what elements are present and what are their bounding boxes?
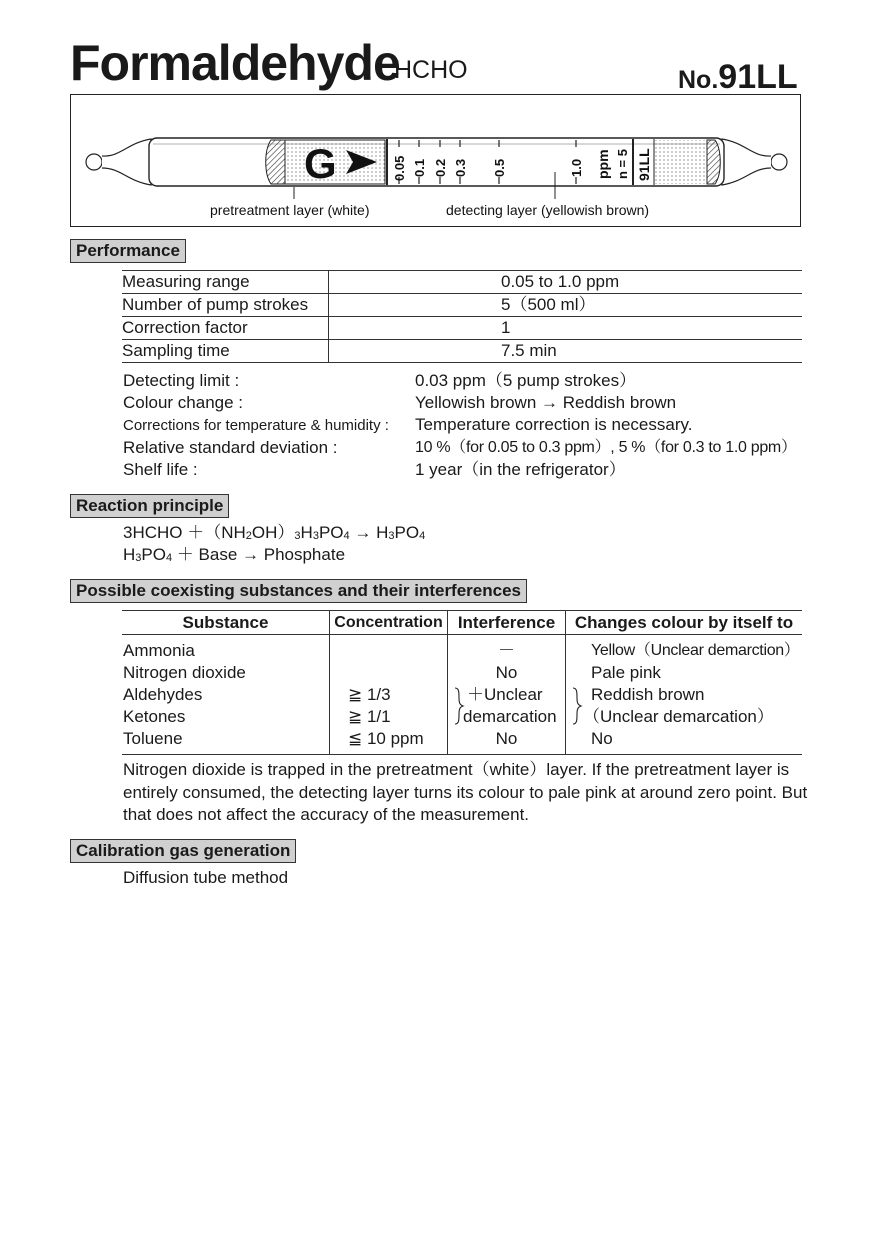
substance-cell: Nitrogen dioxide bbox=[123, 663, 246, 682]
concentration-cell: ≧ 1/3 bbox=[348, 685, 391, 704]
detail-label: Colour change : bbox=[123, 393, 244, 412]
detail-label: Shelf life : bbox=[123, 460, 198, 479]
substance-cell: Ammonia bbox=[123, 641, 195, 660]
perf-label: Number of pump strokes bbox=[122, 294, 329, 317]
detail-value: 10 %（for 0.05 to 0.3 ppm）, 5 %（for 0.3 to 1.0 ppm） bbox=[415, 439, 797, 456]
tube-illustration bbox=[70, 94, 801, 227]
detail-value: 1 year（in the refrigerator） bbox=[415, 460, 626, 479]
colour-cell: Yellow（Unclear demarction） bbox=[591, 642, 800, 659]
right-tip bbox=[771, 154, 787, 170]
table-row bbox=[122, 294, 802, 317]
g-logo-icon: G bbox=[304, 140, 337, 187]
col-header-concentration: Concentration bbox=[334, 614, 443, 631]
detail-label: Corrections for temperature & humidity : bbox=[123, 417, 389, 434]
reaction-equation-2: $H_3PO_4$ ＋ Base → Phosphate bbox=[123, 545, 346, 564]
calibration-heading: Calibration gas generation bbox=[70, 839, 296, 863]
strokes-label: n = 5 bbox=[615, 149, 630, 179]
detail-label: Detecting limit : bbox=[123, 371, 240, 390]
detail-value: Yellowish brown → Reddish brown bbox=[415, 393, 677, 412]
model-number bbox=[678, 60, 798, 94]
perf-value: 0.05 to 1.0 ppm bbox=[329, 271, 803, 294]
perf-value: 1 bbox=[329, 317, 803, 340]
unit-label: ppm bbox=[595, 149, 611, 179]
reaction-heading: Reaction principle bbox=[70, 494, 229, 518]
perf-label: Correction factor bbox=[122, 317, 329, 340]
detail-value: Temperature correction is necessary. bbox=[415, 415, 693, 434]
interference-cell: － bbox=[498, 641, 515, 660]
perf-value: 5（500 ml） bbox=[329, 294, 803, 317]
table-rule-header bbox=[122, 634, 802, 635]
left-tip bbox=[86, 154, 102, 170]
interference-cell: demarcation bbox=[463, 707, 557, 726]
table-row bbox=[122, 340, 802, 363]
colour-cell: No bbox=[591, 729, 613, 748]
reaction-equation-1: 3HCHO $+(NH_2OH)_3H_3PO_4 \to H_3PO_4$ bbox=[123, 523, 426, 542]
pretreatment-layer-label: pretreatment layer (white) bbox=[210, 202, 370, 218]
calibration-method: Diffusion tube method bbox=[123, 868, 289, 887]
interference-cell: No bbox=[495, 663, 518, 682]
performance-heading: Performance bbox=[70, 239, 186, 263]
table-rule-bottom bbox=[122, 754, 802, 755]
col-header-colour: Changes colour by itself to bbox=[574, 613, 794, 632]
scale-label-0-2: 0.2 bbox=[433, 158, 448, 177]
colour-cell: Pale pink bbox=[591, 663, 661, 682]
scale-label-0-1: 0.1 bbox=[412, 158, 427, 177]
perf-value: 7.5 min bbox=[329, 340, 803, 363]
substance-cell: Aldehydes bbox=[123, 685, 203, 704]
concentration-cell: ≦ 10 ppm bbox=[348, 729, 424, 748]
interference-note: Nitrogen dioxide is trapped in the pretreatment（white）layer. If the pretreatment layer is entirely consumed, the detecting layer turns its colour to pale pink at around zero point. But that does not affect the accuracy of the measurement. bbox=[123, 760, 808, 824]
table-rule-top bbox=[122, 610, 802, 611]
model-number-value: 91LL bbox=[718, 58, 798, 96]
scale-label-0-3: 0.3 bbox=[453, 158, 468, 177]
chemical-formula: HCHO bbox=[394, 56, 468, 84]
colour-cell: Reddish brown bbox=[591, 685, 705, 704]
colour-cell: （Unclear demarcation） bbox=[583, 707, 774, 726]
tube-code-label: 91LL bbox=[636, 148, 652, 181]
detecting-layer-label: detecting layer (yellowish brown) bbox=[446, 202, 650, 218]
col-header-interference: Interference bbox=[457, 613, 556, 632]
detector-tube-drawing bbox=[71, 95, 802, 228]
interference-cell: ＋Unclear bbox=[467, 685, 543, 704]
interferences-heading: Possible coexisting substances and their interferences bbox=[70, 579, 527, 603]
colour-brace-icon bbox=[568, 686, 584, 726]
table-row bbox=[122, 271, 802, 294]
perf-label: Sampling time bbox=[122, 340, 329, 363]
substance-cell: Toluene bbox=[123, 729, 183, 748]
table-row bbox=[122, 317, 802, 340]
interference-cell: No bbox=[495, 729, 518, 748]
model-prefix: No. bbox=[678, 66, 719, 94]
scale-label-0-5: 0.5 bbox=[492, 158, 507, 177]
interference-brace-icon bbox=[450, 686, 466, 726]
substance-cell: Ketones bbox=[123, 707, 186, 726]
scale-label-1-0: 1.0 bbox=[569, 158, 584, 177]
page-title: Formaldehyde bbox=[70, 35, 400, 91]
performance-table bbox=[122, 270, 802, 363]
detail-label: Relative standard deviation : bbox=[123, 438, 338, 457]
concentration-cell: ≧ 1/1 bbox=[348, 707, 391, 726]
scale-label-0-05: 0.05 bbox=[392, 155, 407, 181]
detail-value: 0.03 ppm（5 pump strokes） bbox=[415, 371, 637, 390]
perf-label: Measuring range bbox=[122, 271, 329, 294]
col-header-substance: Substance bbox=[182, 613, 269, 632]
